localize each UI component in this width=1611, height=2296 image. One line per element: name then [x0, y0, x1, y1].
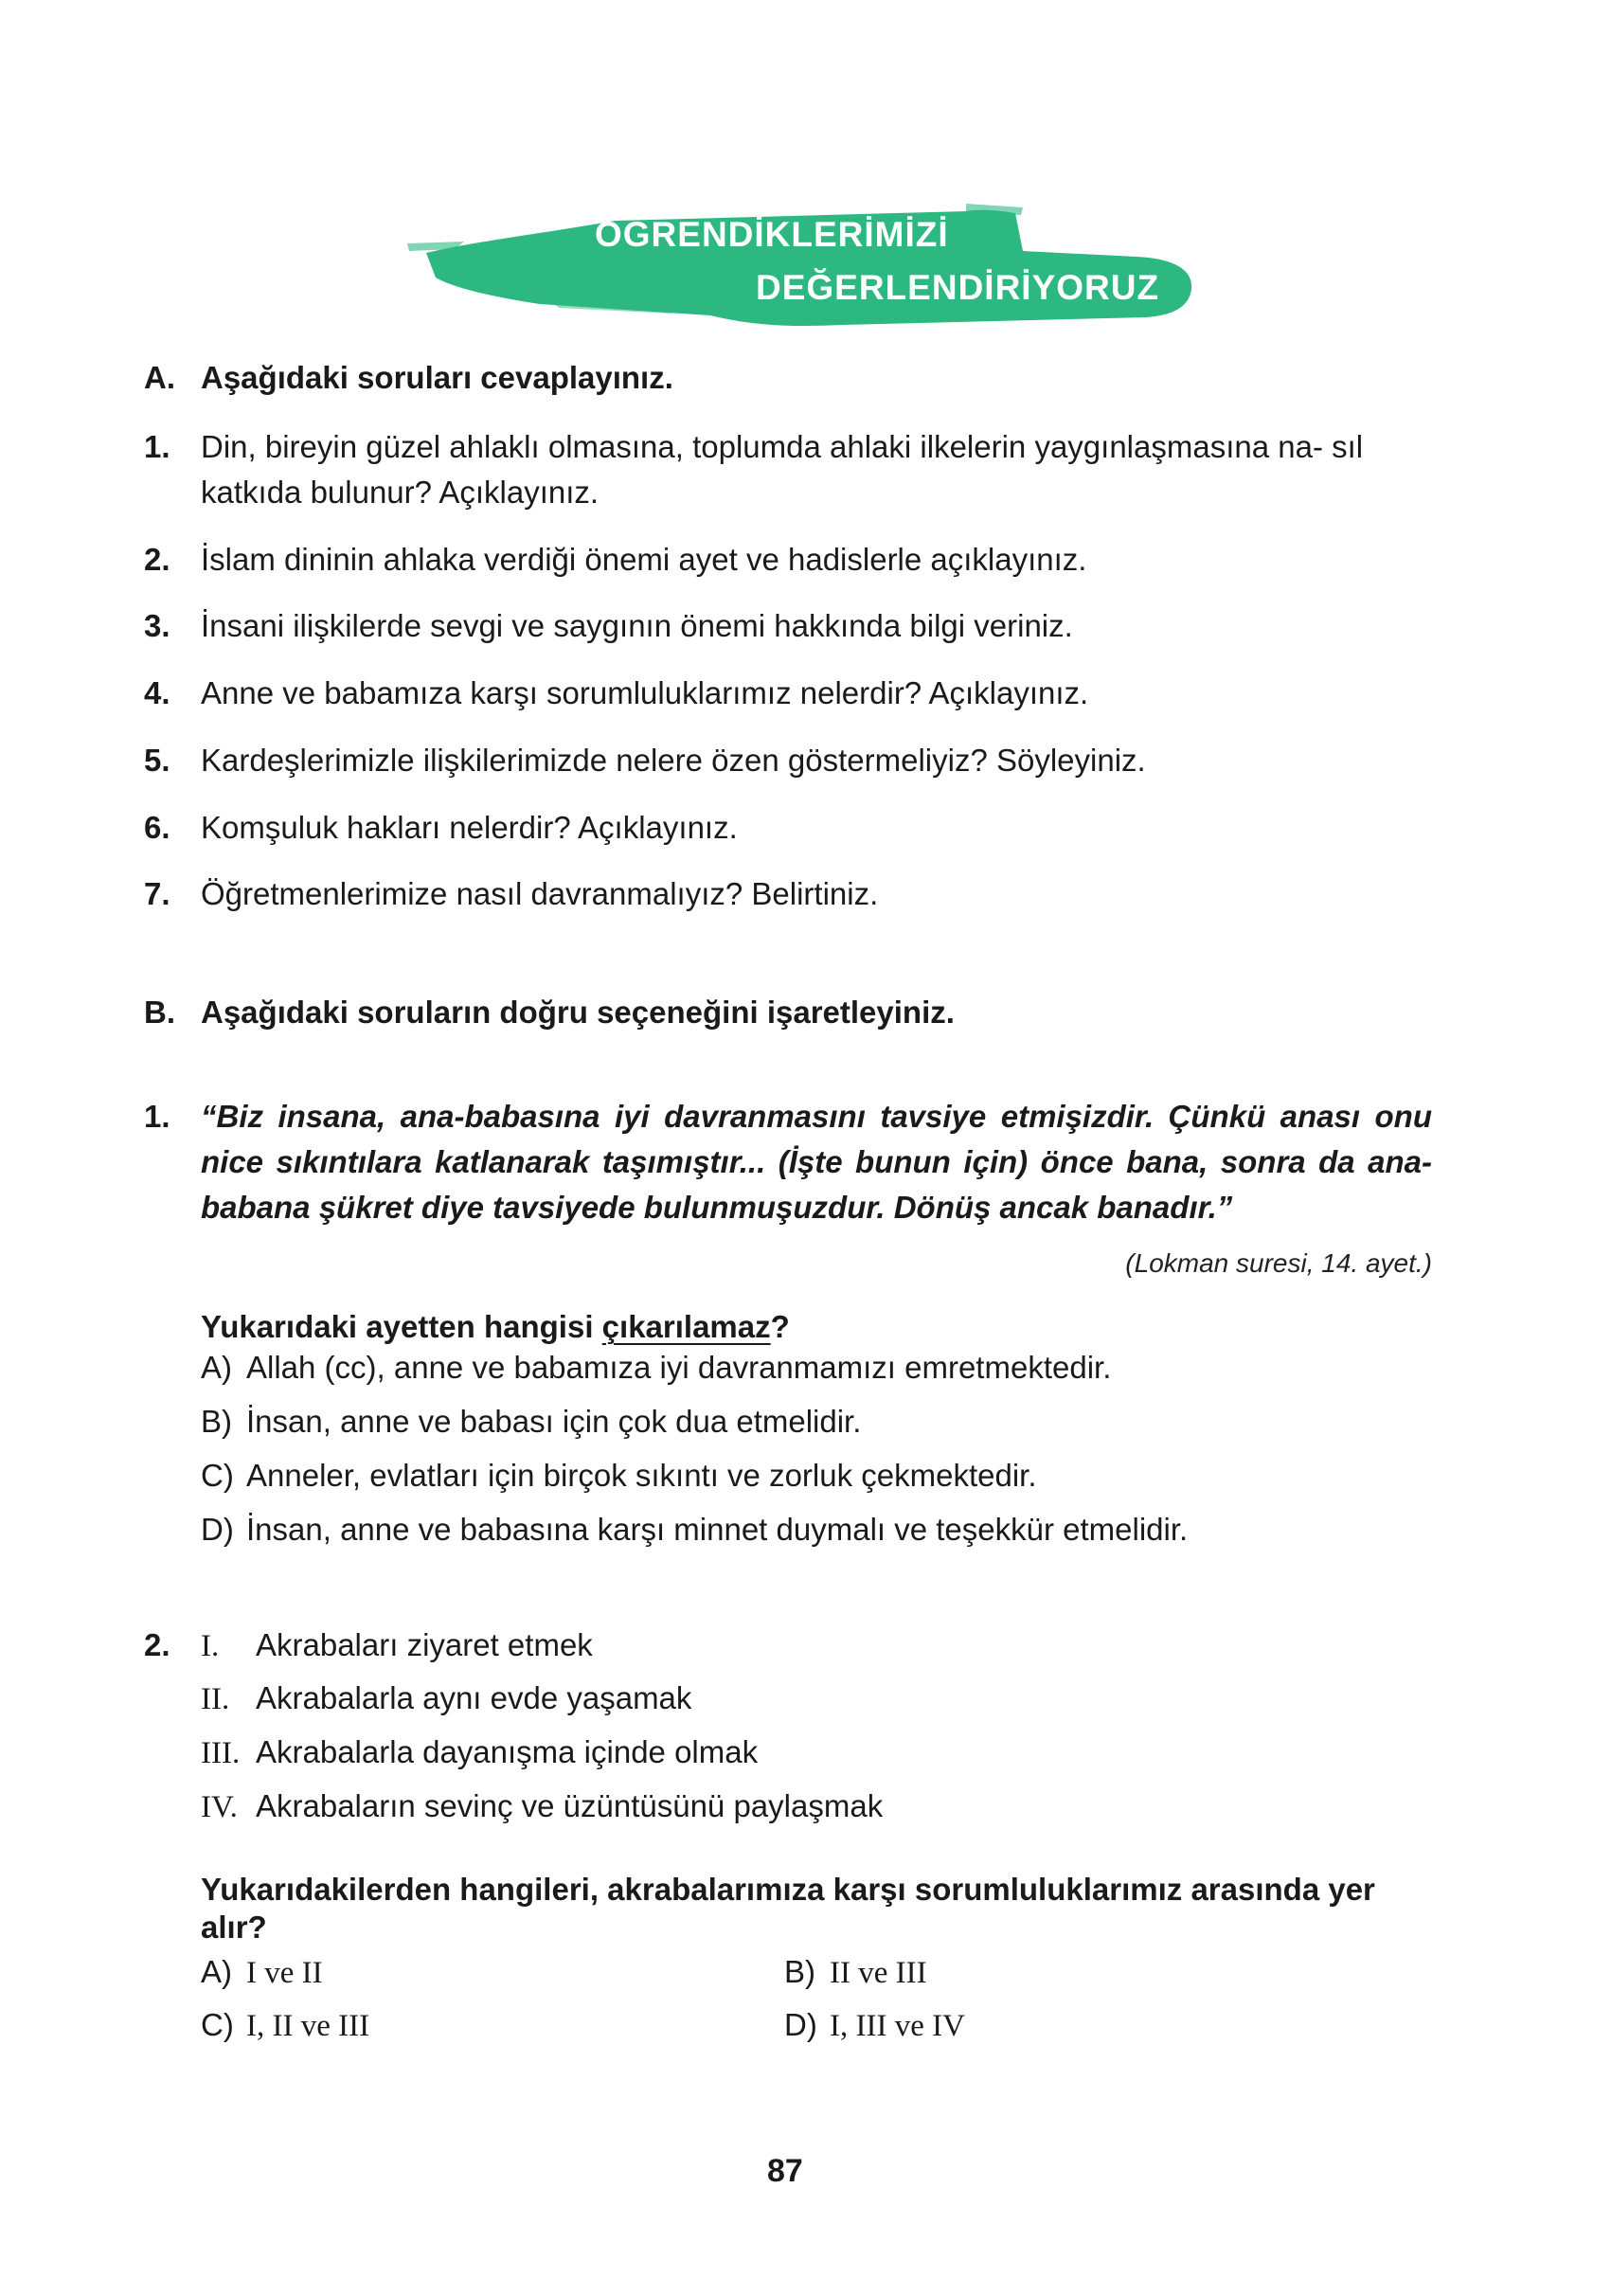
roman-numeral: I. [201, 1629, 220, 1663]
option-text: I, II ve III [246, 2009, 370, 2043]
option-b2-d[interactable] [784, 2007, 965, 2044]
question-text: İnsani ilişkilerde sevgi ve saygının önemi hakkında bilgi veriniz. [201, 608, 1073, 643]
section-letter: B. [144, 995, 175, 1030]
option-b1-a[interactable] [201, 1350, 1111, 1386]
option-text: I, III ve IV [830, 2009, 965, 2043]
option-letter: B) [201, 1404, 232, 1439]
question-b2-stem: Yukarıdakilerden hangileri, akrabalarımıza karşı sorumluluklarımız arasında yer alır? [201, 1872, 1375, 1945]
statement-text: Akrabaları ziyaret etmek [256, 1627, 593, 1662]
question-a5 [144, 738, 1451, 783]
question-number: 5. [144, 743, 170, 778]
question-text: Din, bireyin güzel ahlaklı olmasına, toplumda ahlaki ilkelerin yaygınlaşmasına na- sıl katkıda bulunur? Açıklayınız. [201, 429, 1364, 510]
question-number: 2. [144, 542, 170, 577]
option-text: İnsan, anne ve babasına karşı minnet duymalı ve teşekkür etmelidir. [246, 1512, 1189, 1547]
option-letter: A) [201, 1350, 232, 1385]
question-number: 7. [144, 876, 170, 911]
option-text: II ve III [830, 1956, 927, 1990]
statement-text: Akrabalarla aynı evde yaşamak [256, 1680, 692, 1715]
question-number: 1. [144, 429, 170, 464]
option-text: İnsan, anne ve babası için çok dua etmelidir. [246, 1404, 862, 1439]
statement-iii [201, 1734, 758, 1771]
banner-title-line1: ÖĞRENDİKLERİMİZİ [595, 215, 949, 254]
option-text: Anneler, evlatları için birçok sıkıntı ve zorluk çekmektedir. [246, 1458, 1037, 1493]
question-a3 [144, 603, 1451, 649]
question-number: 1. [144, 1099, 170, 1134]
statement-text: Akrabaların sevinç ve üzüntüsünü paylaşmak [256, 1788, 884, 1823]
option-b1-c[interactable] [201, 1458, 1037, 1494]
question-a2 [144, 537, 1451, 583]
question-text: İslam dininin ahlaka verdiği önemi ayet ve hadislerle açıklayınız. [201, 542, 1087, 577]
option-letter: A) [201, 1954, 232, 1989]
option-text: Allah (cc), anne ve babamıza iyi davranmamızı emretmektedir. [246, 1350, 1112, 1385]
stem-prefix: Yukarıdaki ayetten hangisi [201, 1309, 602, 1344]
banner-title-line2: DEĞERLENDİRİYORUZ [756, 268, 1160, 307]
option-letter: D) [784, 2007, 817, 2042]
option-b2-c[interactable] [201, 2007, 369, 2044]
section-a-heading [144, 360, 673, 396]
option-letter: C) [201, 1458, 234, 1493]
question-b1-quote [144, 1094, 1432, 1230]
question-number: 3. [144, 608, 170, 643]
section-banner [398, 194, 1203, 336]
question-text: Öğretmenlerimize nasıl davranmalıyız? Belirtiniz. [201, 876, 879, 911]
section-letter: A. [144, 360, 175, 395]
question-text: Kardeşlerimizle ilişkilerimizde nelere özen göstermeliyiz? Söyleyiniz. [201, 743, 1146, 778]
question-number: 4. [144, 675, 170, 710]
option-b1-b[interactable] [201, 1404, 861, 1440]
section-b-heading [144, 995, 955, 1031]
stem-suffix: ? [770, 1309, 790, 1344]
stem-underlined-word: çıkarılamaz [601, 1309, 771, 1344]
option-letter: C) [201, 2007, 234, 2042]
question-a1 [144, 424, 1441, 515]
section-title: Aşağıdaki soruları cevaplayınız. [201, 360, 673, 395]
statement-text: Akrabalarla dayanışma içinde olmak [256, 1734, 759, 1769]
quote-source: (Lokman suresi, 14. ayet.) [1125, 1248, 1432, 1278]
ayet-quote-text: “Biz insana, ana-babasına iyi davranmasını tavsiye etmişizdir. Çünkü anası onu nice sıkıntılara katlanarak taşımıştır... (İşte bunun için) önce bana, sonra da ana-babana şükret diye tavsiyede bulunmuşuzdur. Dönüş ancak banadır.” [201, 1099, 1432, 1225]
option-text: I ve II [246, 1956, 323, 1990]
statement-ii [201, 1680, 691, 1717]
question-text: Anne ve babamıza karşı sorumluluklarımız nelerdir? Açıklayınız. [201, 675, 1089, 710]
question-a6 [144, 805, 1451, 851]
option-letter: B) [784, 1954, 815, 1989]
question-b2-number: 2. [144, 1627, 170, 1662]
option-b2-b[interactable] [784, 1954, 927, 1991]
question-text: Komşuluk hakları nelerdir? Açıklayınız. [201, 810, 738, 845]
section-title: Aşağıdaki soruların doğru seçeneğini işaretleyiniz. [201, 995, 955, 1030]
statement-i [201, 1627, 593, 1664]
page-number: 87 [767, 2153, 803, 2189]
roman-numeral: III. [201, 1736, 241, 1770]
question-number: 6. [144, 810, 170, 845]
question-b1-stem [201, 1307, 1441, 1347]
roman-numeral: II. [201, 1682, 230, 1716]
option-letter: D) [201, 1512, 234, 1547]
option-b1-d[interactable] [201, 1512, 1188, 1548]
question-a7 [144, 871, 1451, 917]
statement-iv [201, 1788, 883, 1825]
roman-numeral: IV. [201, 1790, 238, 1824]
question-a4 [144, 671, 1451, 716]
option-b2-a[interactable] [201, 1954, 323, 1991]
